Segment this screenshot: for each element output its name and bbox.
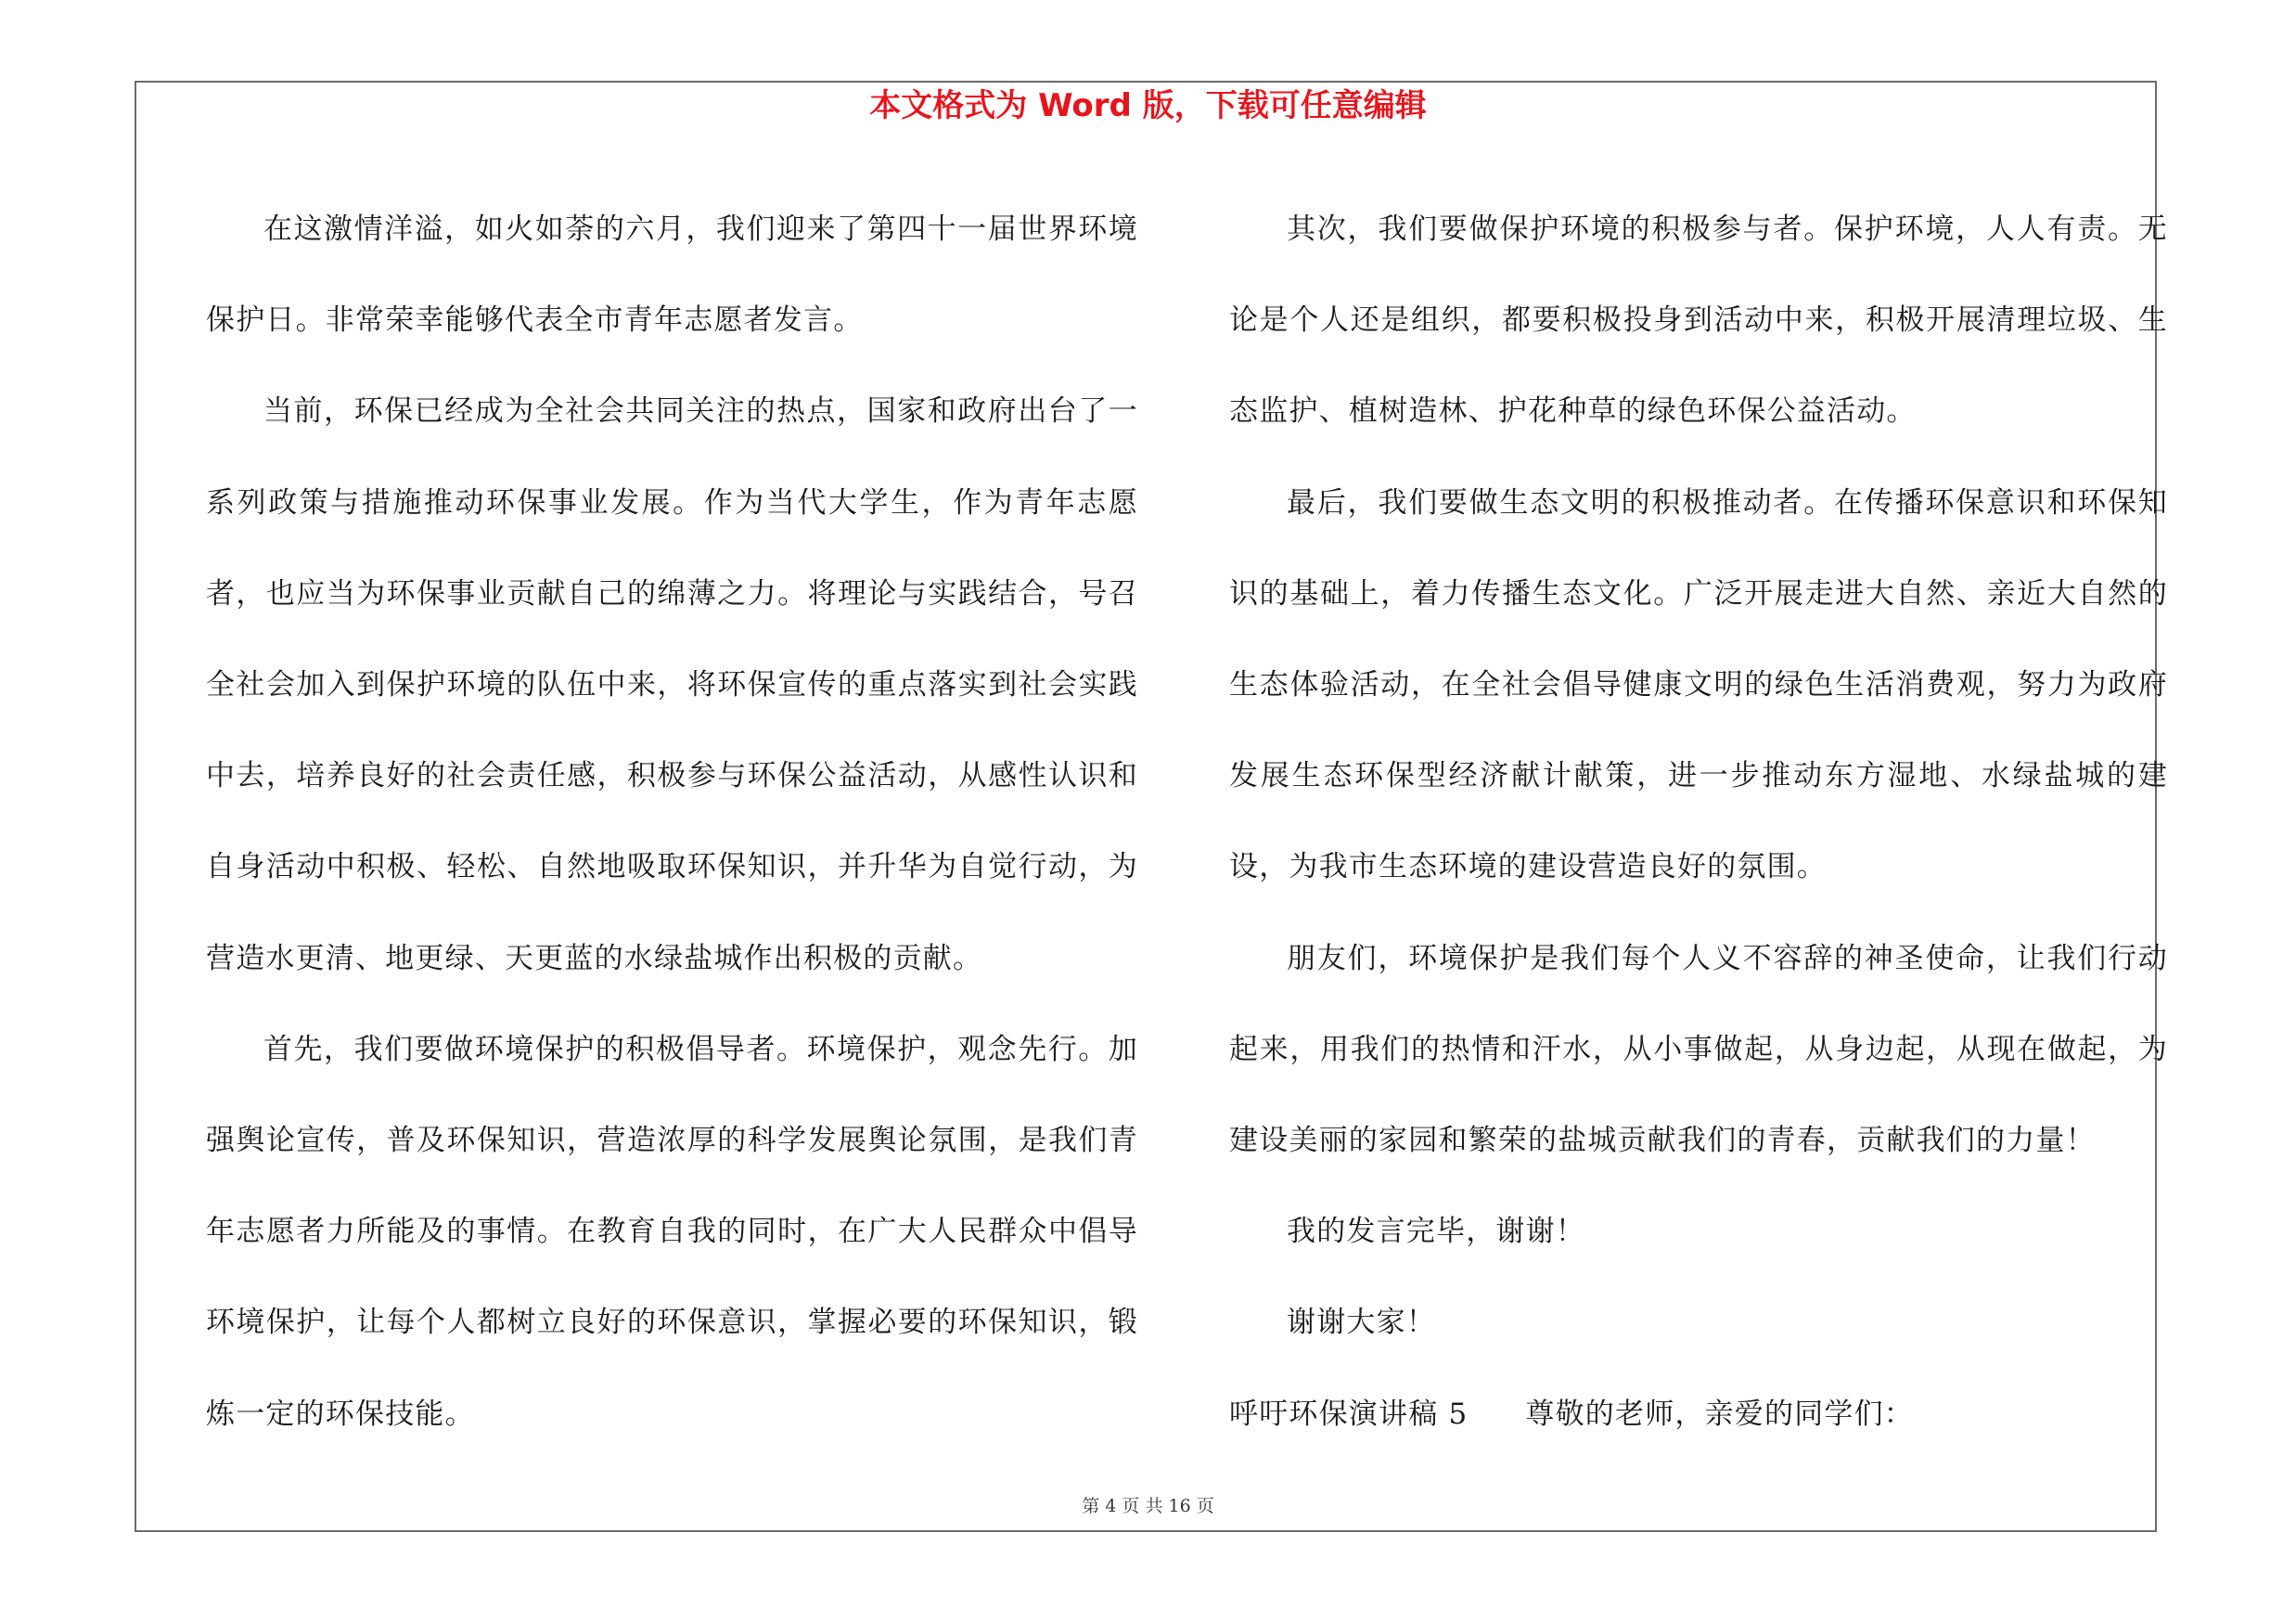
left-column: [206, 184, 1138, 1460]
paragraph: 其次，我们要做保护环境的积极参与者。保护环境，人人有责。无论是个人还是组织，都要积极投身到活动中来，积极开展清理垃圾、生态监护、植树造林、护花种草的绿色环保公益活动。: [1229, 213, 2168, 429]
paragraph: 在这激情洋溢，如火如荼的六月，我们迎来了第四十一届世界环境保护日。非常荣幸能够代表全市青年志愿者发言。: [206, 213, 1138, 338]
page-number-footer: 第 4 页 共 16 页: [1082, 1496, 1214, 1516]
paragraph: 最后，我们要做生态文明的积极推动者。在传播环保意识和环保知识的基础上，着力传播生态文化。广泛开展走进大自然、亲近大自然的生态体验活动，在全社会倡导健康文明的绿色生活消费观，努力为政府发展生态环保型经济献计献策，进一步推动东方湿地、水绿盐城的建设，为我市生态环境的建设营造良好的氛围。: [1229, 485, 2168, 884]
next-speech-title-line: [1229, 1369, 2168, 1460]
paragraph: 谢谢大家！: [1287, 1306, 1436, 1340]
paragraph: 我的发言完毕，谢谢！: [1287, 1215, 1585, 1249]
next-speech-salutation: 尊敬的老师，亲爱的同学们：: [1525, 1397, 1914, 1431]
paragraph: 朋友们，环境保护是我们每个人义不容辞的神圣使命，让我们行动起来，用我们的热情和汗水，从小事做起，从身边起，从现在做起，为建设美丽的家园和繁荣的盐城贡献我们的青春，贡献我们的力量！: [1229, 941, 2168, 1158]
paragraph: 当前，环保已经成为全社会共同关注的热点，国家和政府出台了一系列政策与措施推动环保事业发展。作为当代大学生，作为青年志愿者，也应当为环保事业贡献自己的绵薄之力。将理论与实践结合，号召全社会加入到保护环境的队伍中来，将环保宣传的重点落实到社会实践中去，培养良好的社会责任感，积极参与环保公益活动，从感性认识和自身活动中积极、轻松、自然地吸取环保知识，并升华为自觉行动，为营造水更清、地更绿、天更蓝的水绿盐城作出积极的贡献。: [206, 394, 1138, 975]
paragraph: 首先，我们要做环境保护的积极倡导者。环境保护，观念先行。加强舆论宣传，普及环保知识，营造浓厚的科学发展舆论氛围，是我们青年志愿者力所能及的事情。在教育自我的同时，在广大人民群众中倡导环境保护，让每个人都树立良好的环保意识，掌握必要的环保知识，锻炼一定的环保技能。: [206, 1032, 1138, 1431]
document-header: 本文格式为 Word 版，下载可任意编辑: [869, 87, 1427, 124]
right-column: [1229, 184, 2168, 1460]
next-speech-title: 呼吁环保演讲稿 5: [1229, 1397, 1469, 1431]
